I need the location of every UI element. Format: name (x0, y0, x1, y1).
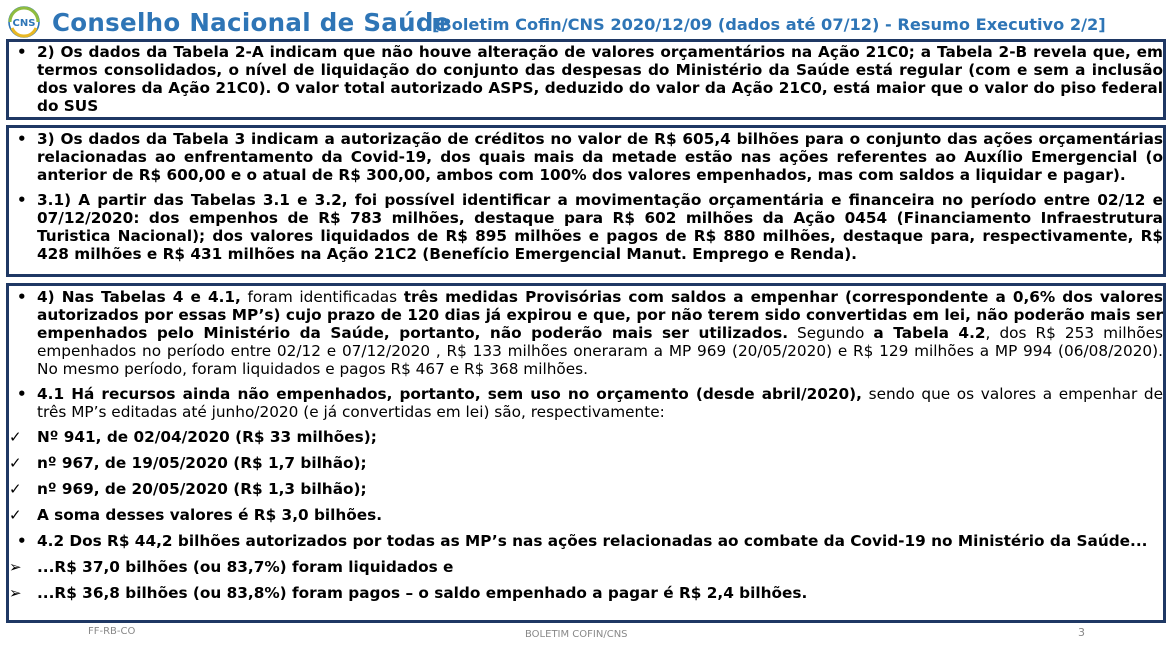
paragraph-4-text-b: três medidas Provisórias com saldos a empenhar (correspondente a 0,6% dos valores autorizados por essas MP’s) cujo prazo de 120 dias já expirou e que, por não terem sido convertidas em lei, não poderão mais ser empenhados pelo Ministério da Saúde, portanto, não poderão mais ser utilizados. (37, 288, 1164, 342)
summary-box-3 (6, 125, 1166, 277)
paid-text: ...R$ 36,8 bilhões (ou 83,8%) foram pagos – o saldo empenhado a pagar é R$ 2,4 bilhões. (37, 584, 808, 602)
page-subtitle: [Boletim Cofin/CNS 2020/12/09 (dados até 07/12) - Resumo Executivo 2/2] (432, 15, 1106, 34)
check-icon: ✓ (9, 454, 22, 472)
paragraph-4-text-a: foram identificadas (240, 288, 404, 306)
mp-967-item (9, 454, 1163, 472)
page-title: Conselho Nacional de Saúde (52, 8, 451, 37)
paragraph-4-lead: 4) Nas Tabelas 4 e 4.1, (37, 288, 241, 306)
paragraph-3 (9, 130, 1163, 184)
summary-box-2 (6, 39, 1166, 120)
mp-941-item (9, 428, 1163, 446)
footer-left: FF-RB-CO (88, 626, 136, 637)
paragraph-4-text-e: , dos R$ 253 milhões empenhados no período entre 02/12 e 07/12/2020 , R$ 133 milhões oneraram a MP 969 (20/05/2020) e R$ 129 milhões a MP 994 (06/08/2020). No mesmo período, foram liquidados e pagos R$ 467 e R$ 368 milhões. (37, 324, 1164, 378)
paragraph-4-text-d: a Tabela 4.2 (873, 324, 986, 342)
mp-969-item (9, 480, 1163, 498)
paragraph-4-2 (9, 532, 1163, 550)
paragraph-4 (9, 288, 1163, 378)
summary-box-4 (6, 283, 1166, 623)
check-icon: ✓ (9, 480, 22, 498)
logo-text: CNS (12, 18, 36, 29)
sum-item (9, 506, 1163, 524)
bullet-icon: • (17, 532, 27, 550)
check-icon: ✓ (9, 506, 22, 524)
paragraph-4-2-text: 4.2 Dos R$ 44,2 bilhões autorizados por todas as MP’s nas ações relacionadas ao combate da Covid-19 no Ministério da Saúde... (37, 532, 1148, 550)
arrow-icon: ➢ (9, 584, 22, 602)
mp-969-text: nº 969, de 20/05/2020 (R$ 1,3 bilhão); (37, 480, 367, 498)
paragraph-4-1-lead: 4.1 Há recursos ainda não empenhados, portanto, sem uso no orçamento (desde abril/2020), (37, 385, 862, 403)
slide-header (0, 0, 1173, 40)
liquidated-item (9, 558, 1163, 576)
bullet-icon: • (17, 130, 27, 148)
bullet-icon: • (17, 288, 27, 306)
paragraph-3-1 (9, 191, 1163, 263)
paragraph-4-1-text: sendo que os valores a empenhar de três MP’s editadas até junho/2020 (e já convertidas em lei) são, respectivamente: (37, 385, 1163, 421)
footer-center: BOLETIM COFIN/CNS (525, 629, 628, 640)
page-number: 3 (1078, 626, 1085, 639)
paragraph-3-text: 3) Os dados da Tabela 3 indicam a autorização de créditos no valor de R$ 605,4 bilhões para o conjunto das ações orçamentárias relacionadas ao enfrentamento da Covid-19, dos quais mais da metade estão nas ações referentes ao Auxílio Emergencial (o anterior de R$ 600,00 e o atual de R$ 300,00, ambos com 100% dos valores empenhados, mas com saldos a liquidar e pagar). (37, 130, 1163, 184)
bullet-icon: • (17, 191, 27, 209)
sum-text: A soma desses valores é R$ 3,0 bilhões. (37, 506, 383, 524)
bullet-icon: • (17, 43, 27, 61)
paragraph-2-text: 2) Os dados da Tabela 2-A indicam que não houve alteração de valores orçamentários na Ação 21C0; a Tabela 2-B revela que, em termos consolidados, o nível de liquidação do conjunto das despesas do Ministério da Saúde está regular (com e sem a inclusão dos valores da Ação 21C0). O valor total autorizado ASPS, deduzido do valor da Ação 21C0, está maior que o valor do piso federal do SUS (37, 43, 1163, 115)
paragraph-4-1 (9, 385, 1163, 421)
mp-967-text: nº 967, de 19/05/2020 (R$ 1,7 bilhão); (37, 454, 367, 472)
paragraph-4-text-c: Segundo (788, 324, 874, 342)
paid-item (9, 584, 1163, 602)
paragraph-3-1-text: 3.1) A partir das Tabelas 3.1 e 3.2, foi possível identificar a movimentação orçamentária e financeira no período entre 02/12 e 07/12/2020: dos empenhos de R$ 783 milhões, destaque para R$ 602 milhões da Ação 0454 (Financiamento Infraestrutura Turistica Nacional); dos valores liquidados de R$ 895 milhões e pagos de R$ 880 milhões, destaque para, respectivamente, R$ 428 milhões e R$ 431 milhões na Ação 21C2 (Benefício Emergencial Manut. Emprego e Renda). (37, 191, 1163, 263)
liquidated-text: ...R$ 37,0 bilhões (ou 83,7%) foram liquidados e (37, 558, 454, 576)
check-icon: ✓ (9, 428, 22, 446)
arrow-icon: ➢ (9, 558, 22, 576)
bullet-icon: • (17, 385, 27, 403)
mp-941-text: Nº 941, de 02/04/2020 (R$ 33 milhões); (37, 428, 377, 446)
cns-logo-icon (6, 5, 42, 38)
paragraph-2 (9, 43, 1163, 115)
